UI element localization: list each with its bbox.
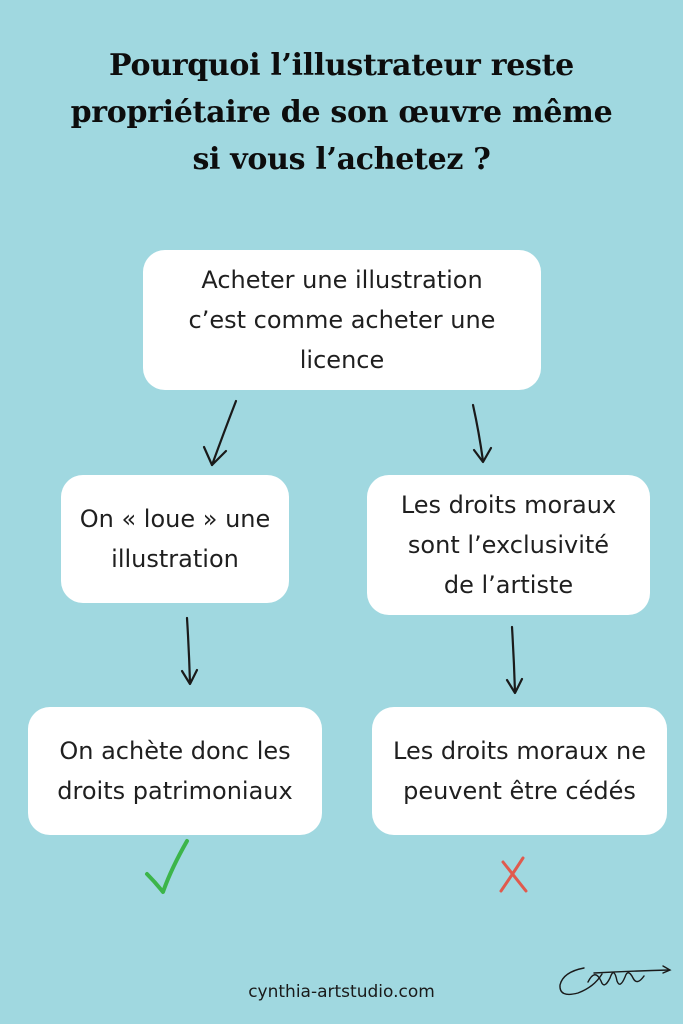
box-text-line: licence [299,346,385,374]
arrow-top-to-right-icon [473,405,491,462]
check-icon [147,841,187,892]
box-patrimonial-rights [28,707,322,835]
box-text-line: sont l’exclusivité [407,531,610,559]
box-moral-rights-not-transferable [372,707,667,835]
title-line-2: propriétaire de son œuvre même [70,95,613,130]
box-text-line: peuvent être cédés [403,777,636,805]
box-renting-illustration [61,475,289,603]
box-text-line: On « loue » une [79,505,271,533]
box-text-line: c’est comme acheter une [188,306,496,334]
box-moral-rights-exclusive [367,475,650,615]
box-text-line: Les droits moraux [400,491,617,519]
arrow-right-down-icon [507,627,522,693]
box-text-line: Les droits moraux ne [393,737,646,765]
title-line-3: si vous l’achetez ? [192,142,491,177]
box-text-line: droits patrimoniaux [57,777,293,805]
cross-icon [501,858,526,891]
title-line-1: Pourquoi l’illustrateur reste [109,48,574,83]
box-buying-license [143,250,541,390]
arrow-top-to-left-icon [204,401,236,465]
box-text-line: de l’artiste [443,571,574,599]
box-text-line: Acheter une illustration [201,266,483,294]
page-title [20,42,663,183]
footer-website: cynthia-artstudio.com [248,982,435,1002]
box-text-line: On achète donc les [59,737,291,765]
arrow-left-down-icon [182,618,197,684]
box-text-line: illustration [111,545,239,573]
